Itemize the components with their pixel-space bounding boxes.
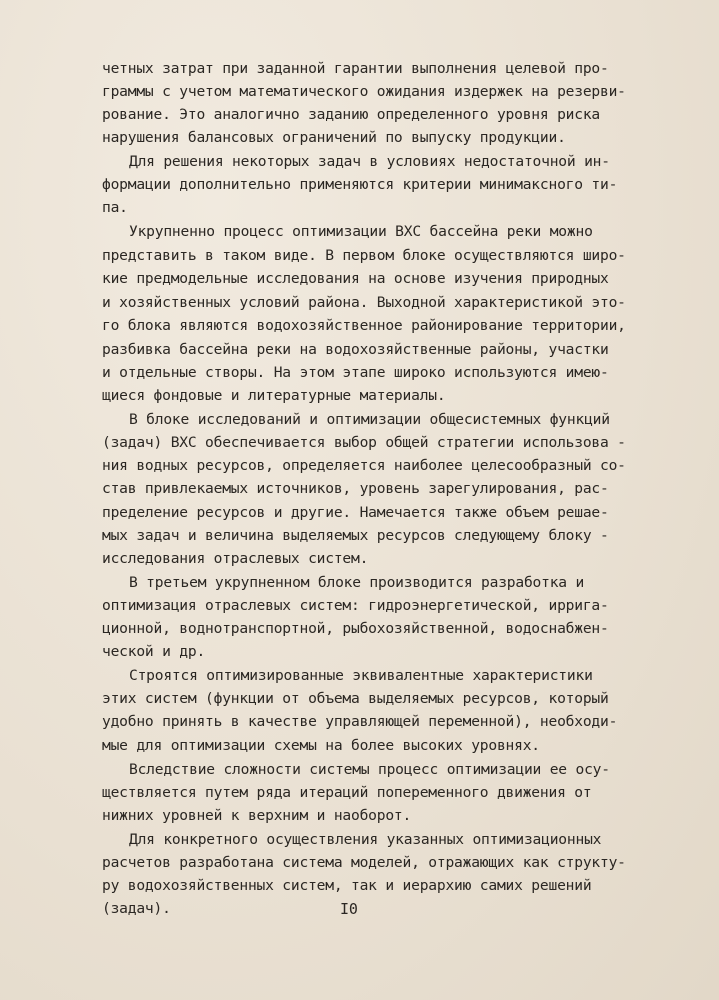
text-line: щиеся фондовые и литературные материалы. [102, 387, 446, 404]
text-line: мые для оптимизации схемы на более высоких уровнях. [102, 737, 540, 754]
text-line: разбивка бассейна реки на водохозяйственные районы, участки [102, 341, 609, 358]
text-line: представить в таком виде. В первом блоке осуществляются широ- [102, 247, 626, 264]
text-line: граммы с учетом математического ожидания издержек на резерви- [102, 83, 626, 100]
text-line: ществляется путем ряда итераций попеременного движения от [102, 784, 592, 801]
text-line: и хозяйственных условий района. Выходной характеристикой это- [102, 294, 626, 311]
text-line: оптимизация отраслевых систем: гидроэнергетической, ирригa- [102, 597, 609, 614]
text-line: исследования отраслевых систем. [102, 550, 369, 567]
text-line: удобно принять в качестве управляющей переменной), необходи- [102, 713, 618, 730]
text-line: го блока являются водохозяйственное районирование территории, [102, 317, 626, 334]
text-line: Вследствие сложности системы процесс оптимизации ее осу- [129, 761, 610, 778]
text-line: мых задач и величина выделяемых ресурсов следующему блоку - [102, 527, 609, 544]
text-line: и отдельные створы. На этом этапе широко используются имею- [102, 364, 609, 381]
text-line: расчетов разработана система моделей, отражающих как структу- [102, 854, 626, 871]
text-line: В третьем укрупненном блоке производится разработка и [129, 574, 585, 591]
text-line: Для конкретного осуществления указанных оптимизационных [129, 831, 602, 848]
text-line: нижних уровней к верхним и наоборот. [102, 807, 412, 824]
text-line: В блоке исследований и оптимизации общесистемных функций [129, 411, 610, 428]
text-line: ческой и др. [102, 643, 206, 660]
text-line: став привлекаемых источников, уровень зарегулирования, рас- [102, 480, 609, 497]
text-line: рование. Это аналогично заданию определенного уровня риска [102, 106, 600, 123]
text-line: пределение ресурсов и другие. Намечается также объем решае- [102, 504, 609, 521]
text-line: этих систем (функции от объема выделяемых ресурсов, который [102, 690, 609, 707]
text-line: Укрупненно процесс оптимизации ВХС бассейна реки можно [129, 223, 593, 240]
text-line: кие предмодельные исследования на основе изучения природных [102, 270, 609, 287]
text-line: (задач) ВХС обеспечивается выбор общей стратегии использова - [102, 434, 626, 451]
text-line: ния водных ресурсов, определяется наиболее целесообразный со- [102, 457, 626, 474]
text-line: па. [102, 199, 128, 216]
text-line: ционной, воднотранспортной, рыбохозяйственной, водоснабжен- [102, 620, 609, 637]
text-line: Строятся оптимизированные эквивалентные характеристики [129, 667, 593, 684]
text-line: (задач). [102, 900, 171, 917]
text-line: ру водохозяйственных систем, так и иерархию самих решений [102, 877, 592, 894]
text-line: нарушения балансовых ограничений по выпуску продукции. [102, 129, 566, 146]
text-line: формации дополнительно применяются критерии минимаксного ти- [102, 176, 618, 193]
text-line: четных затрат при заданной гарантии выполнения целевой про- [102, 60, 609, 77]
page-number: I0 [340, 900, 358, 918]
text-line: Для решения некоторых задач в условиях недостаточной ин- [129, 153, 610, 170]
